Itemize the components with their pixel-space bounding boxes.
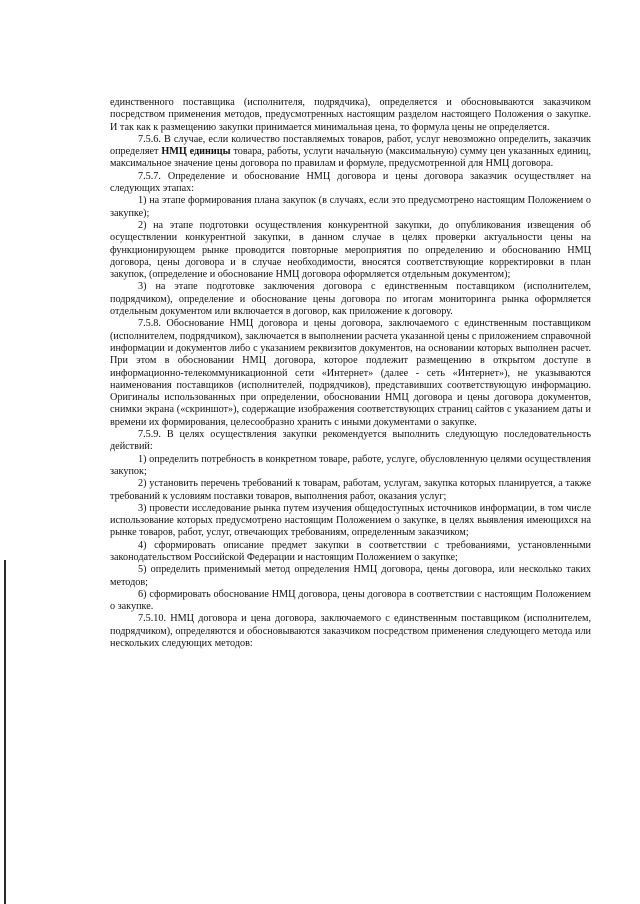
paragraph-7-5-6-end: товара, работы, услуги начальную (максимальную) сумму цен указанных единиц, максимальное значение цены договора по правилам и формуле, предусмотренной для НМЦ договора. bbox=[110, 146, 591, 170]
list-item-action-5: 5) определить применимый метод определения НМЦ договора, цены договора, или несколько таких методов; bbox=[110, 564, 591, 588]
paragraph-7-5-9: 7.5.9. В целях осуществления закупки рекомендуется выполнить следующую последовательность действий: bbox=[110, 429, 591, 453]
bold-term-nmc-unit: НМЦ единицы bbox=[161, 146, 231, 158]
document-page bbox=[110, 97, 591, 650]
list-item-stage-2: 2) на этапе подготовки осуществления конкурентной закупки, до опубликования извещения об осуществлении конкурентной закупки, в данном случае в целях проверки актуальности цены на функционирующем рынке проводится повторные мероприятия по определению и обоснованию НМЦ договора, цены договора и в случае необходимости, вносятся соответствующие корректировки в план закупок, (определение и обоснование НМЦ договора оформляется отдельным документом); bbox=[110, 219, 591, 281]
scan-edge-line bbox=[4, 560, 6, 904]
paragraph-7-5-6 bbox=[110, 134, 591, 171]
list-item-action-2: 2) установить перечень требований к товарам, работам, услугам, закупка которых планируется, а также требований к условиям поставки товаров, выполнения работ, оказания услуг; bbox=[110, 478, 591, 502]
paragraph-7-5-6-start: 7.5.6. В случае, если количество поставляемых товаров, работ, услуг невозможно определить, заказчик определяет bbox=[110, 133, 591, 158]
list-item-action-4: 4) сформировать описание предмет закупки в соответствии с требованиями, установленными законодательством Российской Федерации и настоящим Положением о закупке; bbox=[110, 539, 591, 563]
paragraph-7-5-7: 7.5.7. Определение и обоснование НМЦ договора и цены договора заказчик осуществляет на следующих этапах: bbox=[110, 170, 591, 195]
paragraph-7-5-10: 7.5.10. НМЦ договора и цена договора, заключаемого с единственным поставщиком (исполнителем, подрядчиком), определяются и обосновываются заказчиком посредством применения следующего метода или нескольких следующих методов: bbox=[110, 613, 591, 650]
list-item-action-1: 1) определить потребность в конкретном товаре, работе, услуге, обусловленную целями осуществления закупок; bbox=[110, 453, 591, 477]
paragraph-continuation: единственного поставщика (исполнителя, подрядчика), определяется и обосновываются заказчиком посредством применения методов, предусмотренных настоящим разделом настоящего Положения о закупке. И так как к размещению закупки принимается минимальная цена, то формула цены не определяется. bbox=[110, 97, 591, 133]
list-item-action-6: 6) сформировать обоснование НМЦ договора, цены договора в соответствии с настоящим Положением о закупке. bbox=[110, 588, 591, 613]
list-item-action-3: 3) провести исследование рынка путем изучения общедоступных источников информации, в том числе использование которых предусмотрено настоящим Положением о закупке, в целях выявления имеющихся на рынке товаров, работ, услуг, отвечающих требованиям, определенным заказчиком; bbox=[110, 502, 591, 539]
list-item-stage-1: 1) на этапе формирования плана закупок (в случаях, если это предусмотрено настоящим Положением о закупке); bbox=[110, 195, 591, 219]
paragraph-7-5-8: 7.5.8. Обоснование НМЦ договора и цены договора, заключаемого с единственным поставщиком (исполнителем, подрядчиком), заключается в выполнении расчета указанной цены с приложением справочной информации и документов либо с указанием реквизитов документов, на основании которых выполнен расчет. При этом в обосновании НМЦ договора, которое подлежит размещению в открытом доступе в информационно-телекоммуникационной сети «Интернет» (далее - сеть «Интернет»), не указываются наименования поставщиков (исполнителей, подрядчиков), представивших соответствующую информацию. Оригиналы использованных при определении, обосновании НМЦ договора и цены договора документов, снимки экрана («скриншот»), содержащие изображения соответствующих страниц сайтов с указанием даты и времени их формирования, целесообразно хранить с иными документами о закупке. bbox=[110, 318, 591, 428]
list-item-stage-3: 3) на этапе подготовке заключения договора с единственным поставщиком (исполнителем, подрядчиком), определение и обоснование цены договора по итогам мониторинга рынка оформляется отдельным документом или включается в договор, как приложение к договору. bbox=[110, 281, 591, 318]
